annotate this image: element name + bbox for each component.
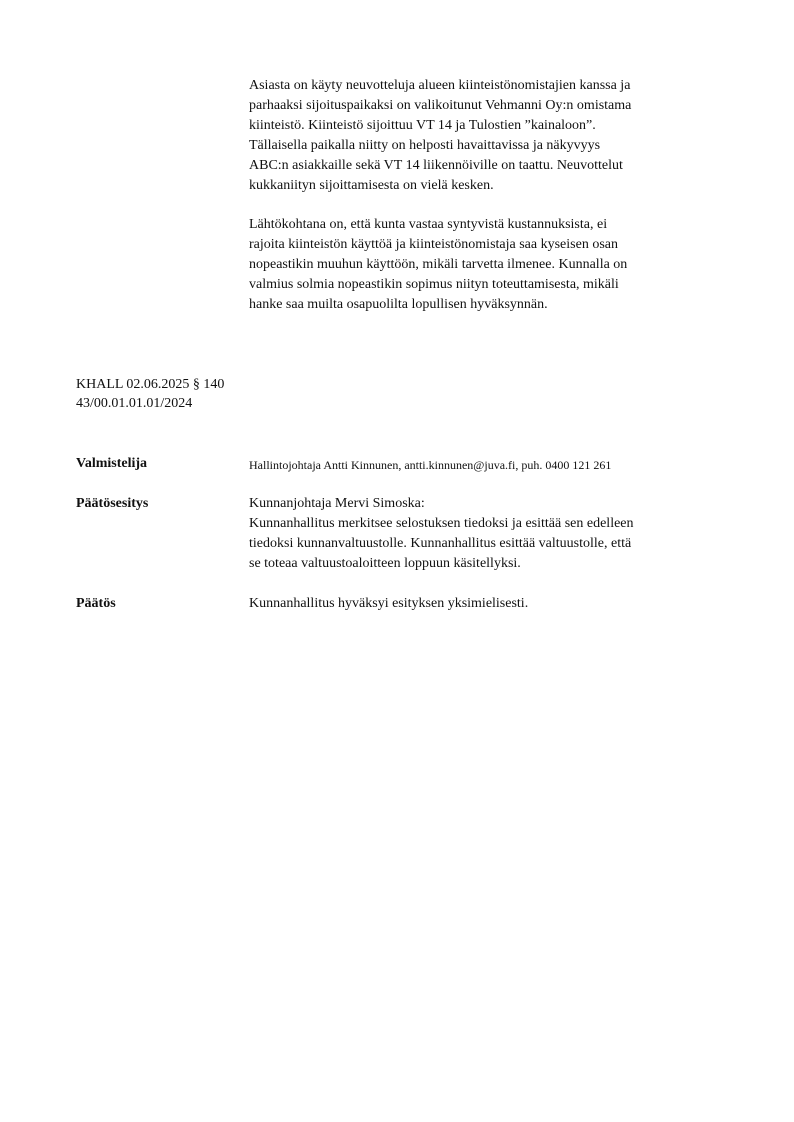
proposal-line: tiedoksi kunnanvaltuustolle. Kunnanhallitus esittää valtuustolle, että: [249, 536, 632, 551]
paragraph-line: Lähtökohtana on, että kunta vastaa syntyvistä kustannuksista, ei: [249, 217, 608, 232]
paragraph-line: nopeastikin muuhun käyttöön, mikäli tarvetta ilmenee. Kunnalla on: [249, 257, 628, 272]
meeting-reference: [76, 375, 224, 413]
record-number: 43/00.01.01.01/2024: [76, 396, 193, 411]
paragraph-line: parhaaksi sijoituspaikaksi on valikoitunut Vehmanni Oy:n omistama: [249, 98, 632, 113]
paragraph-line: rajoita kiinteistön käyttöä ja kiinteistönomistaja saa kyseisen osan: [249, 237, 618, 252]
proposal-label: Päätösesitys: [76, 496, 149, 511]
proposal-text: [249, 494, 739, 574]
decision-line: Kunnanhallitus hyväksyi esityksen yksimielisesti.: [249, 596, 529, 611]
background-paragraph-1: [249, 76, 739, 196]
preparer-value: Hallintojohtaja Antti Kinnunen, antti.kinnunen@juva.fi, puh. 0400 121 261: [249, 458, 612, 472]
paragraph-line: hanke saa muilta osapuolilta lopullisen hyväksynnän.: [249, 297, 548, 312]
background-paragraph-2: [249, 215, 739, 315]
proposal-line: se toteaa valtuustoaloitteen loppuun käsitellyksi.: [249, 556, 521, 571]
paragraph-line: kukkaniityn sijoittamisesta on vielä kesken.: [249, 178, 494, 193]
decision-text: [249, 594, 739, 614]
paragraph-line: ABC:n asiakkaille sekä VT 14 liikennöiville on taattu. Neuvottelut: [249, 158, 623, 173]
proposal-line: Kunnanjohtaja Mervi Simoska:: [249, 496, 425, 511]
paragraph-line: Asiasta on käyty neuvotteluja alueen kiinteistönomistajien kanssa ja: [249, 78, 631, 93]
decision-label: Päätös: [76, 596, 116, 611]
paragraph-line: Tällaisella paikalla niitty on helposti havaittavissa ja näkyvyys: [249, 138, 601, 153]
proposal-line: Kunnanhallitus merkitsee selostuksen tiedoksi ja esittää sen edelleen: [249, 516, 634, 531]
preparer-label: Valmistelija: [76, 456, 148, 471]
paragraph-line: kiinteistö. Kiinteistö sijoittuu VT 14 ja Tulostien ”kainaloon”.: [249, 118, 596, 133]
meeting-section-reference: KHALL 02.06.2025 § 140: [76, 377, 225, 392]
paragraph-line: valmius solmia nopeastikin sopimus niityn toteuttamisesta, mikäli: [249, 277, 619, 292]
